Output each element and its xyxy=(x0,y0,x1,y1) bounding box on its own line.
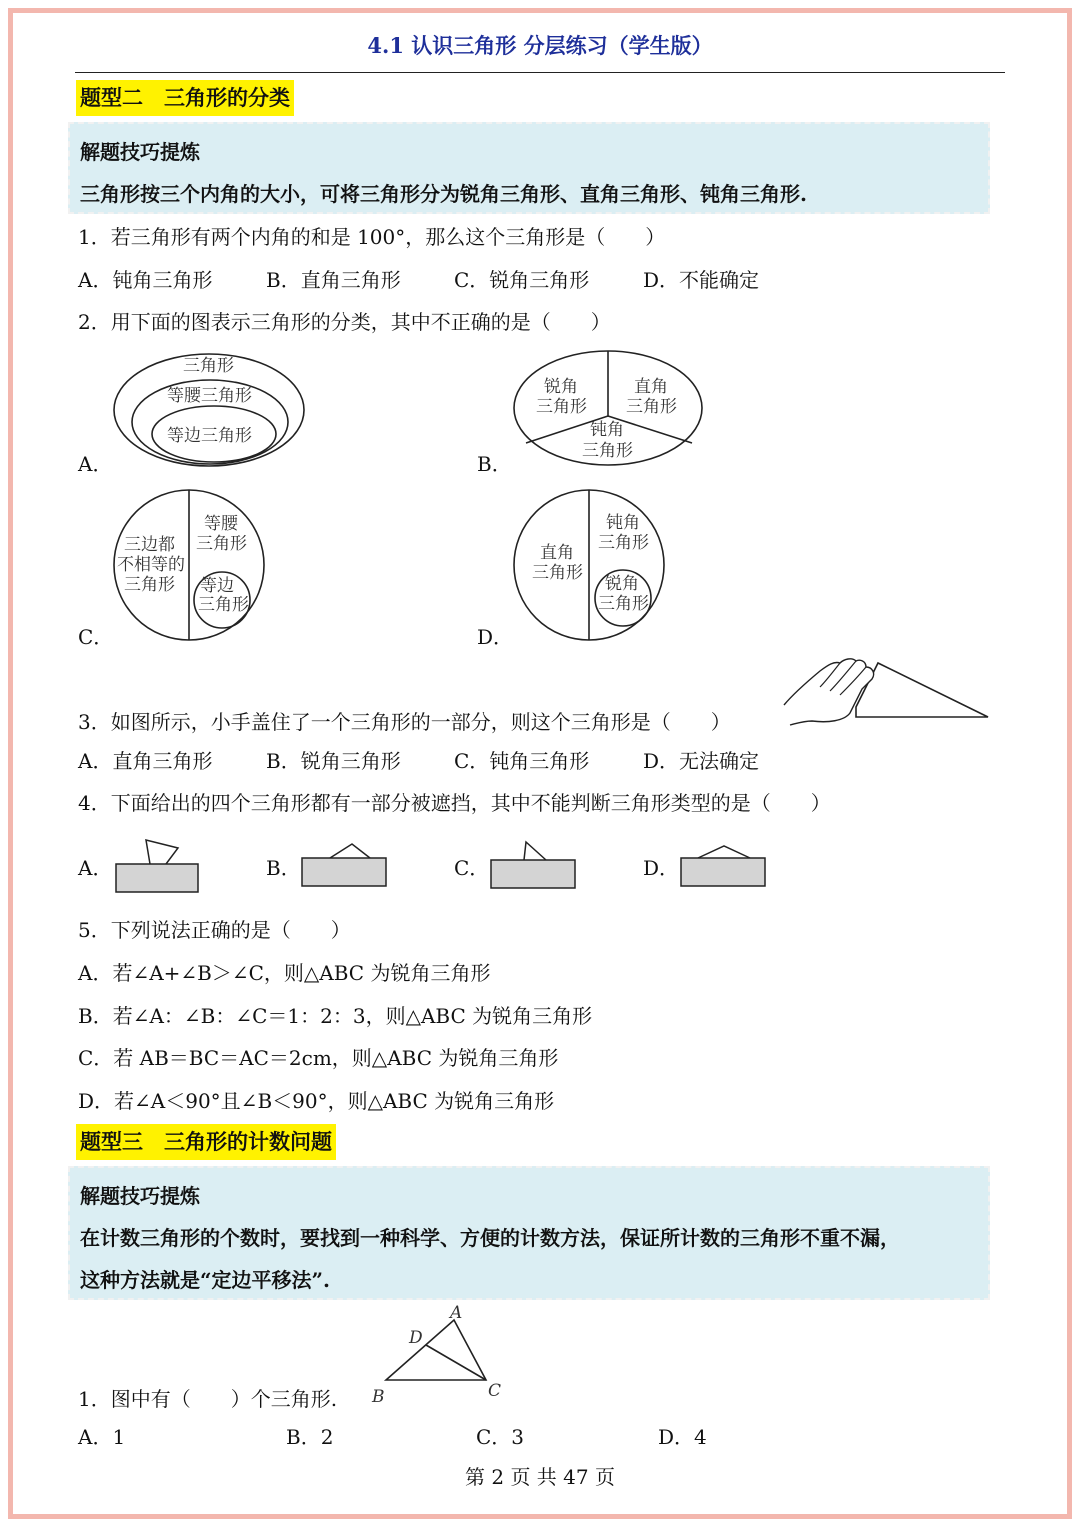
diagram-d-obtuse-2: 三角形 xyxy=(598,533,649,553)
q1-option-d: D．不能确定 xyxy=(643,268,760,292)
q4-label-d: D． xyxy=(643,856,680,880)
q4-label-a: A． xyxy=(78,856,113,880)
diagram-d-acute-2: 三角形 xyxy=(598,594,649,614)
question-4: 4．下面给出的四个三角形都有一部分被遮挡，其中不能判断三角形类型的是（ ） xyxy=(78,791,831,815)
q3-option-b: B．锐角三角形 xyxy=(266,749,401,773)
question-5: 5．下列说法正确的是（ ） xyxy=(78,918,351,942)
q4-figure-c-covered-triangle xyxy=(488,838,578,892)
page-title: 4.1 认识三角形 分层练习（学生版） xyxy=(367,33,713,58)
counting-question: 1．图中有（ ）个三角形. xyxy=(78,1387,338,1411)
diagram-b-right-2: 三角形 xyxy=(626,397,677,417)
header-rule xyxy=(75,72,1005,73)
diagram-c-equilateral-1: 等边 xyxy=(200,576,234,596)
diagram-c-scalene-2: 不相等的 xyxy=(117,555,185,575)
hand-covering-triangle-figure xyxy=(782,655,990,727)
q4-figure-b-covered-triangle xyxy=(300,838,390,890)
diagram-c-isosceles-2: 三角形 xyxy=(196,534,247,554)
diagram-b-acute-2: 三角形 xyxy=(536,397,587,417)
q3-option-a: A．直角三角形 xyxy=(78,749,213,773)
q3-option-c: C．钝角三角形 xyxy=(454,749,590,773)
counting-option-c: C．3 xyxy=(476,1425,525,1449)
q4-figure-a-covered-triangle xyxy=(112,838,202,896)
q2-label-d: D． xyxy=(477,625,514,649)
diagram-b-right-1: 直角 xyxy=(634,377,668,397)
diagram-a-middle-label: 等腰三角形 xyxy=(167,386,252,406)
diagram-d-acute-1: 锐角 xyxy=(605,574,639,594)
tips-text: 三角形按三个内角的大小，可将三角形分为锐角三角形、直角三角形、钝角三角形. xyxy=(80,182,807,206)
counting-option-d: D．4 xyxy=(658,1425,707,1449)
point-c-label: C xyxy=(488,1381,502,1401)
counting-option-a: A．1 xyxy=(78,1425,126,1449)
page-number: 第 2 页 共 47 页 xyxy=(465,1465,615,1489)
diagram-b-ellipse-thirds xyxy=(512,350,704,468)
q5-option-c: C．若 AB＝BC＝AC＝2cm，则△ABC 为锐角三角形 xyxy=(78,1046,559,1070)
question-2: 2．用下面的图表示三角形的分类，其中不正确的是（ ） xyxy=(78,310,611,334)
tips-box-type2 xyxy=(68,122,990,214)
q3-option-d: D．无法确定 xyxy=(643,749,760,773)
point-b-label: B xyxy=(372,1387,385,1407)
q5-option-b: B．若∠A：∠B：∠C＝1：2：3，则△ABC 为锐角三角形 xyxy=(78,1004,593,1028)
q1-option-b: B．直角三角形 xyxy=(266,268,401,292)
q5-option-a: A．若∠A+∠B＞∠C，则△ABC 为锐角三角形 xyxy=(78,961,491,985)
q4-label-b: B． xyxy=(266,856,301,880)
diagram-c-isosceles-1: 等腰 xyxy=(204,514,238,534)
diagram-c-equilateral-2: 三角形 xyxy=(198,595,249,615)
tips-box-type3 xyxy=(68,1166,990,1300)
diagram-a-inner-label: 等边三角形 xyxy=(167,426,252,446)
tips-text-line-2: 这种方法就是“定边平移法”. xyxy=(80,1268,330,1292)
q4-figure-d-covered-triangle xyxy=(678,838,768,890)
diagram-d-right-2: 三角形 xyxy=(532,563,583,583)
point-d-label: D xyxy=(409,1328,423,1348)
point-a-label: A xyxy=(450,1303,463,1323)
diagram-a-nested-ellipses xyxy=(112,350,308,480)
q2-label-a: A． xyxy=(78,452,113,476)
diagram-a-outer-label: 三角形 xyxy=(183,356,234,376)
diagram-b-acute-1: 锐角 xyxy=(544,377,578,397)
tips-title: 解题技巧提炼 xyxy=(80,140,200,164)
tips-title: 解题技巧提炼 xyxy=(80,1184,200,1208)
diagram-d-right-1: 直角 xyxy=(540,543,574,563)
counting-option-b: B．2 xyxy=(286,1425,334,1449)
q4-label-c: C． xyxy=(454,856,490,880)
question-3: 3．如图所示，小手盖住了一个三角形的一部分，则这个三角形是（ ） xyxy=(78,710,731,734)
diagram-b-obtuse-1: 钝角 xyxy=(590,420,624,440)
question-1: 1．若三角形有两个内角的和是 100°，那么这个三角形是（ ） xyxy=(78,225,666,249)
q2-label-b: B． xyxy=(477,452,512,476)
q1-option-a: A．钝角三角形 xyxy=(78,268,213,292)
section-title-type3: 题型三 三角形的计数问题 xyxy=(76,1124,336,1160)
diagram-b-obtuse-2: 三角形 xyxy=(582,441,633,461)
section-title-type2: 题型二 三角形的分类 xyxy=(76,80,294,116)
q2-label-c: C． xyxy=(78,625,114,649)
q1-option-c: C．锐角三角形 xyxy=(454,268,590,292)
diagram-d-obtuse-1: 钝角 xyxy=(606,513,640,533)
diagram-c-scalene-1: 三边都 xyxy=(124,535,175,555)
tips-text-line-1: 在计数三角形的个数时，要找到一种科学、方便的计数方法，保证所计数的三角形不重不漏， xyxy=(80,1226,900,1250)
diagram-c-circle xyxy=(112,488,266,642)
diagram-c-scalene-3: 三角形 xyxy=(124,575,175,595)
triangle-abc-figure xyxy=(368,1300,508,1410)
diagram-d-circle xyxy=(512,488,666,642)
q5-option-d: D．若∠A＜90°且∠B＜90°，则△ABC 为锐角三角形 xyxy=(78,1089,555,1113)
